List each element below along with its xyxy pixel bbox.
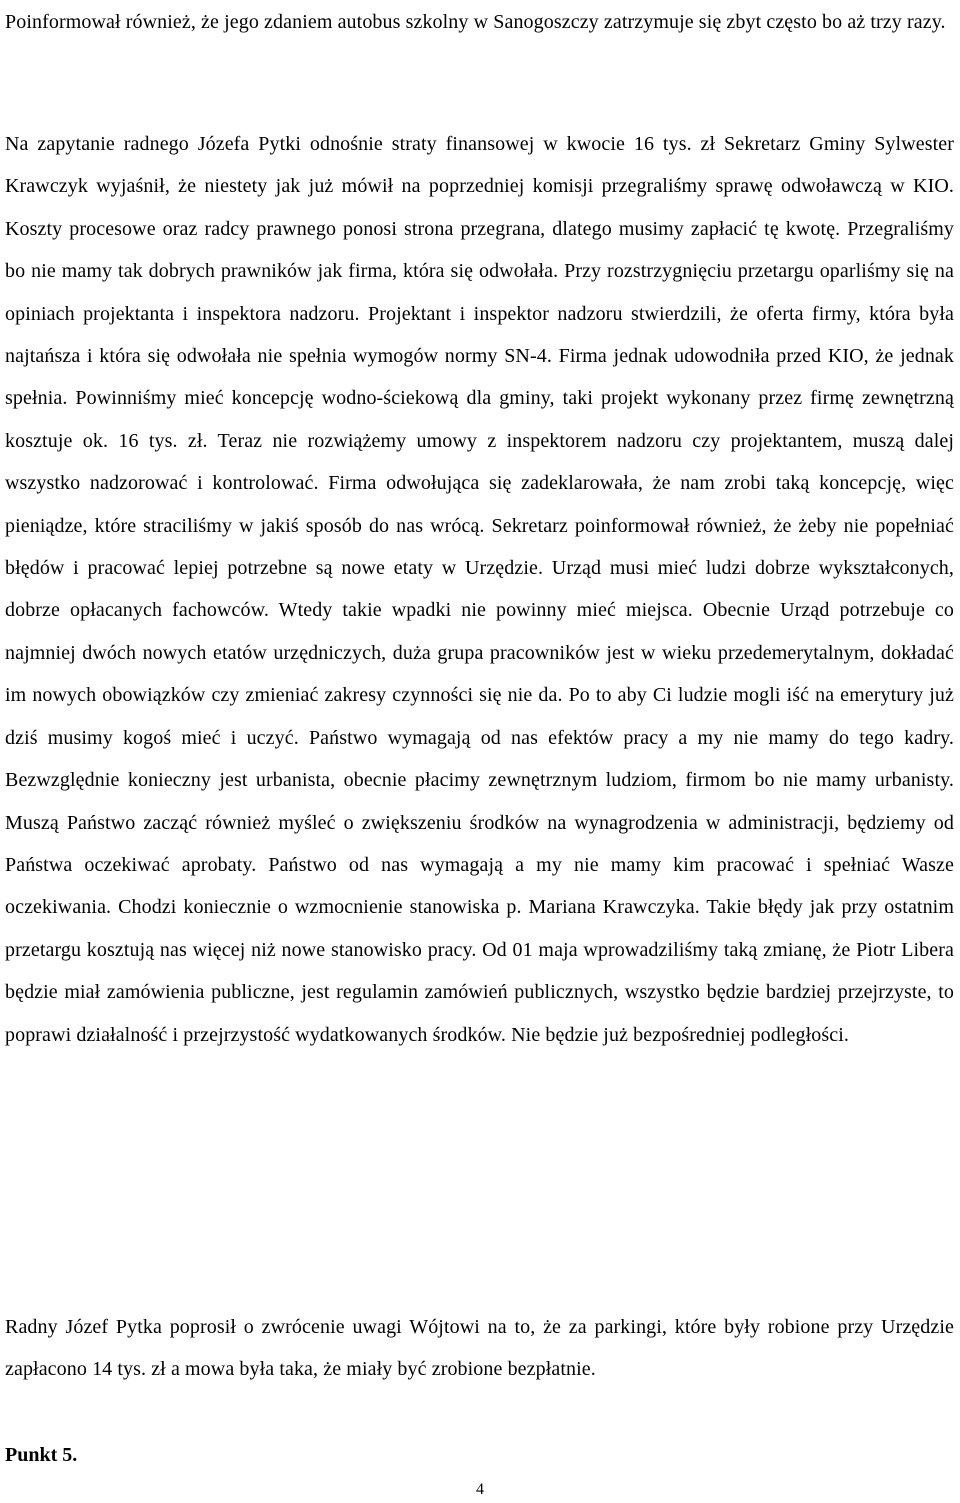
- paragraph-bus-info: Poinformował również, że jego zdaniem autobus szkolny w Sanogoszczy zatrzymuje się zbyt często bo aż trzy razy.: [5, 11, 946, 33]
- section-heading: Punkt 5.: [5, 1444, 78, 1466]
- paragraph-secretary-explanation: Na zapytanie radnego Józefa Pytki odnośnie straty finansowej w kwocie 16 tys. zł Sekretarz Gminy Sylwester Krawczyk wyjaśnił, że niestety jak już mówił na poprzedniej komisji przegraliśmy sprawę odwoławczą w KIO. Koszty procesowe oraz radcy prawnego ponosi strona przegrana, dlatego musimy zapłacić tę kwotę. Przegraliśmy bo nie mamy tak dobrych prawników jak firma, która się odwołała. Przy rozstrzygnięciu przetargu oparliśmy się na opiniach projektanta i inspektora nadzoru. Projektant i inspektor nadzoru stwierdzili, że oferta firmy, która była najtańsza i która się odwołała nie spełnia wymogów normy SN-4. Firma jednak udowodniła przed KIO, że jednak spełnia. Powinniśmy mieć koncepcję wodno-ściekową dla gminy, taki projekt wykonany przez firmę zewnętrzną kosztuje ok. 16 tys. zł. Teraz nie rozwiążemy umowy z inspektorem nadzoru czy projektantem, muszą dalej wszystko nadzorować i kontrolować. Firma odwołująca się zadeklarowała, że nam zrobi taką koncepcję, więc pieniądze, które straciliśmy w jakiś sposób do nas wrócą. Sekretarz poinformował również, że żeby nie popełniać błędów i pracować lepiej potrzebne są nowe etaty w Urzędzie. Urząd musi mieć ludzi dobrze wykształconych, dobrze opłacanych fachowców. Wtedy takie wpadki nie powinny mieć miejsca. Obecnie Urząd potrzebuje co najmniej dwóch nowych etatów urzędniczych, duża grupa pracowników jest w wieku przedemerytalnym, dokładać im nowych obowiązków czy zmieniać zakresy czynności się nie da. Po to aby Ci ludzie mogli iść na emerytury już dziś musimy kogoś mieć i uczyć. Państwo wymagają od nas efektów pracy a my nie mamy do tego kadry. Bezwzględnie konieczny jest urbanista, obecnie płacimy zewnętrznym ludziom, firmom bo nie mamy urbanisty. Muszą Państwo zacząć również myśleć o zwiększeniu środków na wynagrodzenia w administracji, będziemy od Państwa oczekiwać aprobaty. Państwo od nas wymagają a my nie mamy kim pracować i spełniać Wasze oczekiwania. Chodzi koniecznie o wzmocnienie stanowiska p. Mariana Krawczyka. Takie błędy jak przy ostatnim przetargu kosztują nas więcej niż nowe stanowisko pracy. Od 01 maja wprowadziliśmy taką zmianę, że Piotr Libera będzie miał zamówienia publiczne, jest regulamin zamówień publicznych, wszystko będzie bardziej przejrzyste, to poprawi działalność i przejrzystość wydatkowanych środków. Nie będzie już bezpośredniej podległości.: [5, 133, 954, 1046]
- page-number: 4: [476, 1481, 484, 1498]
- paragraph-parking-remark: Radny Józef Pytka poprosił o zwrócenie uwagi Wójtowi na to, że za parkingi, które były robione przy Urzędzie zapłacono 14 tys. zł a mowa była taka, że miały być zrobione bezpłatnie.: [5, 1316, 954, 1381]
